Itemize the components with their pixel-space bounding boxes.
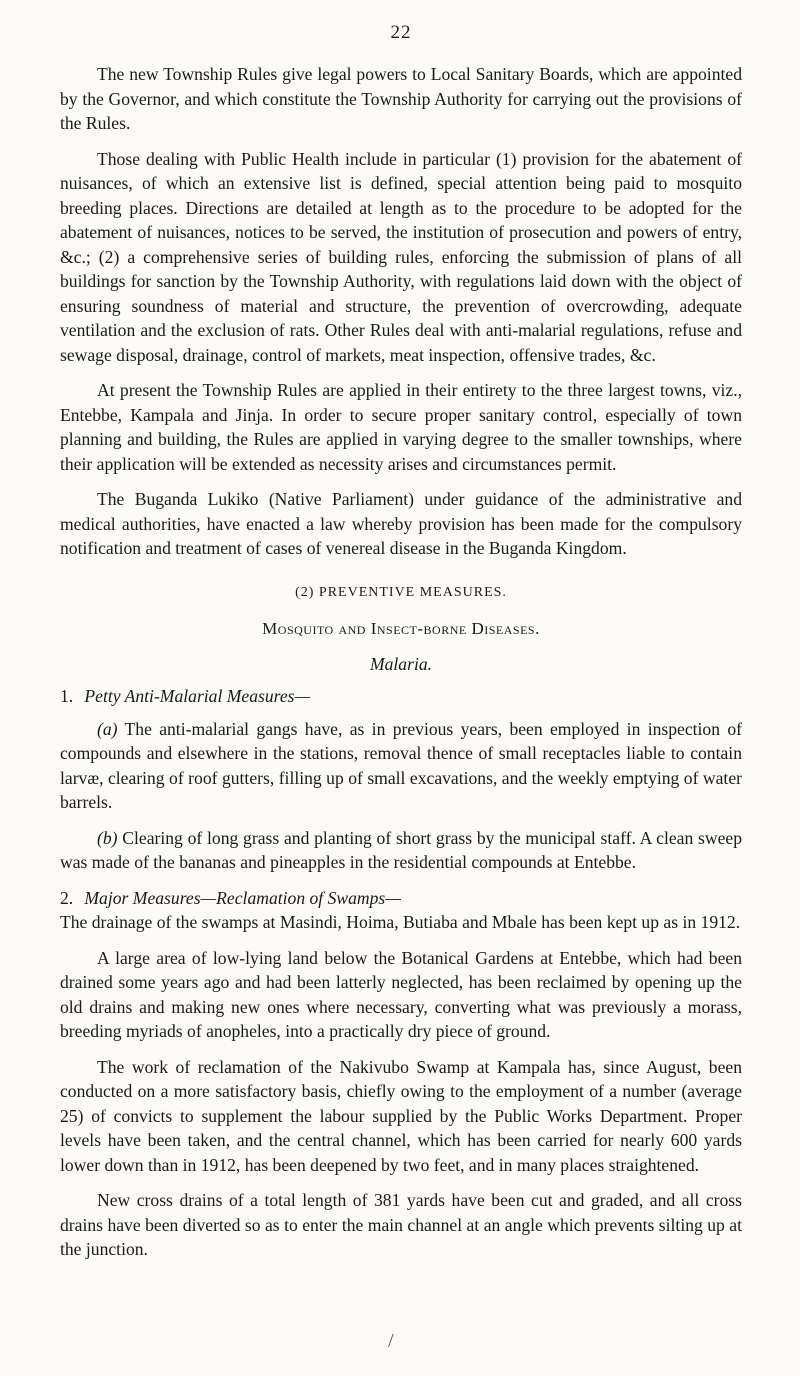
topic-heading: Malaria. [369,653,433,674]
paragraph-cross-drains: New cross drains of a total length of 381 yards have been cut and graded, and all cross drains have been diverted so as to enter the main channel at an angle which prevents silting up at the junction. [60,1190,742,1259]
item-1-heading [60,684,742,709]
paragraph-swamps-drainage: The drainage of the swamps at Masindi, Hoima, Butiaba and Mbale has been kept up as in 1912. [60,912,741,932]
subsection-heading: Mosquito and Insect-borne Diseases. [262,619,540,638]
paragraph-nakivubo-swamp: The work of reclamation of the Nakivubo Swamp at Kampala has, since August, been conducted on a more satisfactory basis, chiefly owing to the employment of a number (average 25) of convicts to supplement the labour supplied by the Public Works Department. Proper levels have been taken, and the central channel, which has been carried for nearly 600 yards lower down than in 1912, has been deepened by two feet, and in many places straightened. [60,1056,742,1175]
item-1-number: 1. [60,686,74,706]
item-2-number: 2. [60,887,74,908]
item-1a-label: (a) [97,718,118,739]
item-1a-text: The anti-malarial gangs have, as in previous years, been employed in inspection of compounds and elsewhere in the stations, removal thence of small receptacles liable to contain larvæ, clearing of roof gutters, filling up of small excavations, and the weekly emptying of water barrels. [60,718,742,812]
paragraph-lukiko: The Buganda Lukiko (Native Parliament) under guidance of the administrative and medical authorities, have enacted a law whereby provision has been made for the compulsory notification and treatment of cases of venereal disease in the Buganda Kingdom. [60,489,742,558]
paragraph-public-health: Those dealing with Public Health include in particular (1) provision for the abatement of nuisances, of which an extensive list is defined, special attention being paid to mosquito breeding places. Directions are detailed at length as to the procedure to be adopted for the abatement of nuisances, notices to be served, the institution of prosecution and powers of entry, &c.; (2) a comprehensive series of building rules, enforcing the submission of plans of all buildings for sanction by the Township Authority, with regulations laid down with the object of ensuring soundness of material and structure, the prevention of overcrowding, adequate ventilation and the exclusion of rats. Other Rules deal with anti-malarial regulations, refuse and sewage disposal, drainage, control of markets, meat inspection, offensive trades, &c. [60,148,742,365]
item-2-title: Major Measures—Reclamation of Swamps— [84,887,401,908]
item-2-heading [60,886,742,911]
paragraph-botanical-gardens: A large area of low-lying land below the Botanical Gardens at Entebbe, which had been drained some years ago and had been latterly neglected, has been reclaimed by opening up the old drains and making new ones where necessary, converting what was previously a morass, breeding myriads of anopheles, into a practically dry piece of ground. [60,947,742,1041]
item-1-title: Petty Anti-Malarial Measures— [84,686,311,706]
item-1b-label: (b) [97,827,118,848]
item-1a [60,717,742,815]
paragraph-application: At present the Township Rules are applied in their entirety to the three largest towns, viz., Entebbe, Kampala and Jinja. In order to secure proper sanitary control, especially of town planning and building, the Rules are applied in varying degree to the smaller townships, where their application will be extended as necessity arises and circumstances permit. [60,380,742,474]
page-number: 22 [390,22,412,43]
footer-mark: / [388,1330,394,1352]
item-1b [60,826,742,875]
section-heading: (2) PREVENTIVE MEASURES. [295,584,507,600]
item-1b-text: Clearing of long grass and planting of short grass by the municipal staff. A clean sweep was made of the bananas and pineapples in the residential compounds at Entebbe. [60,827,742,872]
paragraph-township-rules: The new Township Rules give legal powers to Local Sanitary Boards, which are appointed by the Governor, and which constitute the Township Authority for carrying out the provisions of the Rules. [60,64,742,133]
